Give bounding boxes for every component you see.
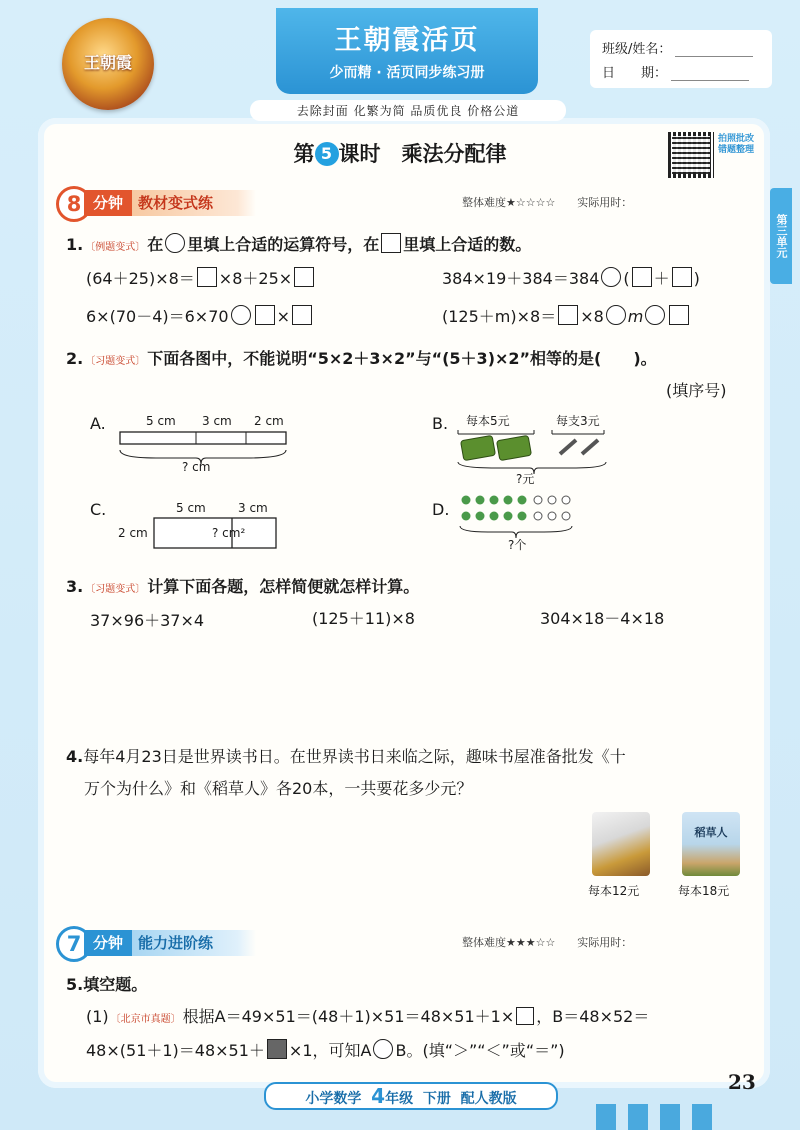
answer-box[interactable] xyxy=(558,305,578,325)
footer-term: 下册 xyxy=(422,1091,451,1107)
footer-grade-suffix: 年级 xyxy=(385,1091,414,1107)
expr-text: ( xyxy=(623,269,630,288)
fill-order-note: (填序号) xyxy=(666,381,727,400)
prompt-text: 计算下面各题，怎样简便就怎样计算。 xyxy=(147,577,420,596)
question-2-prompt xyxy=(66,346,657,369)
segment-a2-label: 3 cm xyxy=(202,414,232,428)
question-number: 4. xyxy=(66,747,84,766)
question-number: 1. xyxy=(66,235,84,254)
answer-box[interactable] xyxy=(669,305,689,325)
option-c-label: C. xyxy=(90,500,107,519)
question-number: 2. xyxy=(66,349,84,368)
expr-text: (125＋m)×8＝ xyxy=(442,307,557,326)
date-field[interactable] xyxy=(671,66,749,81)
lesson-prefix: 第 xyxy=(293,142,315,166)
binding-tab xyxy=(596,1104,616,1130)
q5-line1 xyxy=(86,1004,649,1027)
book-price-label: 每本5元 xyxy=(466,414,510,428)
answer-box[interactable] xyxy=(516,1007,534,1025)
brand-banner xyxy=(276,8,538,94)
option-a-label: A. xyxy=(90,414,106,433)
expr-text: 6×(70－4)＝6×70 xyxy=(86,307,229,326)
class-name-label: 班级/姓名： xyxy=(602,42,672,57)
answer-circle[interactable] xyxy=(373,1039,393,1059)
date-label: 日 期： xyxy=(602,66,668,81)
difficulty-rating-1: 整体难度★☆☆☆☆ 实际用时： xyxy=(462,196,633,209)
section-minutes-label: 分钟 xyxy=(84,190,132,216)
brand-subtitle: 少而精 · 活页同步练习册 xyxy=(329,65,485,81)
question-tag: 〔习题变式〕 xyxy=(85,356,146,367)
expr-text: × xyxy=(276,307,290,326)
answer-circle[interactable] xyxy=(601,267,621,287)
question-3-prompt xyxy=(66,574,419,597)
rect-c-height: 2 cm xyxy=(118,526,148,540)
logo-text: 王朝霞 xyxy=(83,53,132,72)
book-cover-image-2 xyxy=(682,812,740,876)
lesson-name: 课时 乘法分配律 xyxy=(338,142,507,166)
figure-d-dots xyxy=(458,492,588,542)
expr-text: m xyxy=(627,307,644,326)
footer-badge xyxy=(264,1082,558,1110)
difficulty-rating-2: 整体难度★★★☆☆ 实际用时： xyxy=(462,936,633,949)
rect-c-area: ? cm² xyxy=(212,526,246,540)
answer-box[interactable] xyxy=(294,267,314,287)
expr-text: ×8 xyxy=(580,307,604,326)
slogan: 去除封面 化繁为简 品质优良 价格公道 xyxy=(250,100,566,121)
book1-price: 每本12元 xyxy=(588,884,640,898)
question-1-prompt xyxy=(66,232,531,255)
section-minutes-number: 8 xyxy=(56,186,92,222)
pen-price-label: 每支3元 xyxy=(556,414,600,428)
answer-box[interactable] xyxy=(255,305,275,325)
expr-text: ＋ xyxy=(653,269,670,288)
section-minutes-label: 分钟 xyxy=(84,930,132,956)
prompt-text: 下面各图中，不能说明“5×2＋3×2”与“(5＋3)×2”相等的是( )。 xyxy=(147,349,657,368)
question-5-prompt xyxy=(66,972,147,995)
brand-title: 王朝霞活页 xyxy=(334,25,480,56)
calc-expression-1: 37×96＋37×4 xyxy=(90,611,205,630)
book2-price: 每本18元 xyxy=(678,884,730,898)
binding-tab xyxy=(692,1104,712,1130)
class-name-row xyxy=(602,38,753,58)
expr-text: 384×19＋384＝384 xyxy=(442,269,600,288)
footer-edition: 配人教版 xyxy=(460,1091,517,1107)
segment-a1-label: 5 cm xyxy=(146,414,176,428)
rect-c-width1: 5 cm xyxy=(176,501,206,515)
question-tag: 〔北京市真题〕 xyxy=(110,1014,181,1025)
sub-number: (1) xyxy=(86,1007,109,1026)
rect-c-width2: 3 cm xyxy=(238,501,268,515)
question-number: 5. xyxy=(66,975,84,994)
figure-b-items xyxy=(456,428,616,484)
answer-box[interactable] xyxy=(197,267,217,287)
figure-b-total: ?元 xyxy=(516,472,535,486)
question-tag: 〔习题变式〕 xyxy=(85,584,146,595)
student-info-box xyxy=(590,30,772,88)
calc-work-area[interactable] xyxy=(86,634,746,734)
date-row xyxy=(602,62,749,82)
lesson-number-badge: 5 xyxy=(315,142,339,166)
section-name: 能力进阶练 xyxy=(132,930,256,956)
prompt-text: 在 xyxy=(147,235,164,254)
qr-code-icon[interactable] xyxy=(668,132,714,178)
expr-text: B。(填“＞”“＜”或“＝”) xyxy=(395,1041,565,1060)
expr-text: ) xyxy=(693,269,700,288)
question-4-line1 xyxy=(66,744,626,767)
prompt-text: 里填上合适的数。 xyxy=(403,235,532,254)
q1-row2-right xyxy=(442,304,691,327)
brand-logo xyxy=(62,18,154,110)
option-d-label: D. xyxy=(432,500,450,519)
answer-circle[interactable] xyxy=(231,305,251,325)
q1-row1-left xyxy=(86,266,316,289)
question-tag: 〔例题变式〕 xyxy=(85,242,146,253)
q5-line2 xyxy=(86,1038,565,1061)
binding-tab xyxy=(628,1104,648,1130)
section-minutes-number: 7 xyxy=(56,926,92,962)
class-name-field[interactable] xyxy=(675,42,753,57)
expr-text: (64＋25)×8＝ xyxy=(86,269,195,288)
q1-row2-left xyxy=(86,304,314,327)
square-blank xyxy=(381,233,401,253)
q1-row1-right xyxy=(442,266,700,289)
expr-text: ，B＝48×52＝ xyxy=(536,1007,650,1026)
prompt-text: 填空题。 xyxy=(83,975,148,994)
section-name: 教材变式练 xyxy=(132,190,256,216)
question-4-line2: 万个为什么》和《稻草人》各20本，一共要花多少元？ xyxy=(84,779,473,798)
calc-expression-2: (125＋11)×8 xyxy=(312,609,415,628)
expr-text: 根据A＝49×51＝(48＋1)×51＝48×51＋1× xyxy=(182,1007,515,1026)
footer-grade: 4 xyxy=(371,1084,386,1108)
qr-label: 拍照批改 错题整理 xyxy=(718,134,755,155)
segment-a3-label: 2 cm xyxy=(254,414,284,428)
expr-text: ×1，可知A xyxy=(288,1041,372,1060)
answer-box[interactable] xyxy=(672,267,692,287)
calc-expression-3: 304×18－4×18 xyxy=(540,609,665,628)
answer-box[interactable] xyxy=(292,305,312,325)
answer-circle[interactable] xyxy=(645,305,665,325)
answer-box[interactable] xyxy=(632,267,652,287)
expr-text: 48×(51＋1)＝48×51＋ xyxy=(86,1041,265,1060)
binding-tab xyxy=(660,1104,680,1130)
unit-side-tab: 第三单元 xyxy=(770,188,792,284)
expr-text: ×8＋25× xyxy=(218,269,293,288)
page-number: 23 xyxy=(728,1070,756,1094)
option-b-label: B. xyxy=(432,414,449,433)
book-cover-image-1 xyxy=(592,812,650,876)
circle-blank xyxy=(165,233,185,253)
shaded-box xyxy=(267,1039,287,1059)
prompt-text: 每年4月23日是世界读书日。在世界读书日来临之际，趣味书屋准备批发《十 xyxy=(83,747,626,766)
book2-title: 稻草人 xyxy=(694,826,728,839)
prompt-text: 里填上合适的运算符号，在 xyxy=(187,235,380,254)
figure-d-total: ?个 xyxy=(508,538,527,552)
answer-circle[interactable] xyxy=(606,305,626,325)
segment-a-total: ? cm xyxy=(182,460,211,474)
footer-subject: 小学数学 xyxy=(305,1091,362,1107)
question-number: 3. xyxy=(66,577,84,596)
word-problem-work-area[interactable] xyxy=(86,804,576,894)
